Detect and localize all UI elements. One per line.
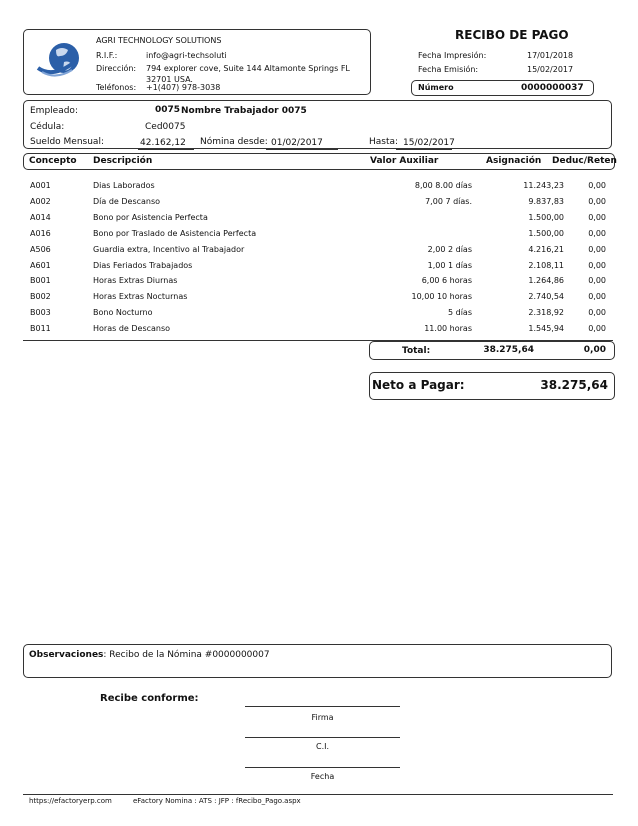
row-deduction: 0,00 <box>588 244 606 254</box>
observations-text: : Recibo de la Nómina #0000000007 <box>103 650 270 660</box>
employee-label: Empleado: <box>30 106 78 116</box>
to-value: 15/02/2017 <box>403 138 455 148</box>
table-row <box>30 228 610 240</box>
salary-label: Sueldo Mensual: <box>30 137 104 147</box>
header-deduction: Deduc/Reten <box>552 156 617 166</box>
row-deduction: 0,00 <box>588 196 606 206</box>
table-row <box>30 244 610 256</box>
globe-logo-icon <box>34 40 86 80</box>
row-assignment: 9.837,83 <box>528 196 564 206</box>
total-label: Total: <box>402 346 431 356</box>
row-description: Horas de Descanso <box>93 324 171 334</box>
row-aux-value: 2,00 2 días <box>427 244 472 254</box>
table-row <box>30 196 610 208</box>
row-deduction: 0,00 <box>588 181 606 190</box>
row-code: A014 <box>30 212 51 222</box>
issue-date-label: Fecha Emisión: <box>418 65 479 74</box>
row-code: A601 <box>30 260 51 270</box>
row-code: B011 <box>30 324 51 334</box>
table-row <box>30 275 610 287</box>
company-name: AGRI TECHNOLOGY SOLUTIONS <box>96 36 222 45</box>
observations <box>29 650 270 661</box>
address-line1: 794 explorer cove, Suite 144 Altamonte Springs FL <box>146 64 350 73</box>
row-deduction: 0,00 <box>588 228 606 238</box>
net-pay-label: Neto a Pagar: <box>372 378 465 392</box>
table-row <box>30 180 610 192</box>
to-underline <box>396 149 452 150</box>
row-assignment: 4.216,21 <box>528 244 564 254</box>
row-aux-value: 10,00 10 horas <box>411 292 472 302</box>
row-aux-value: 5 días <box>447 308 472 318</box>
header-aux: Valor Auxiliar <box>370 156 439 166</box>
row-description: Horas Extras Diurnas <box>93 276 178 286</box>
row-deduction: 0,00 <box>588 308 606 318</box>
issue-date-value: 15/02/2017 <box>527 65 574 74</box>
row-assignment: 11.243,23 <box>523 181 564 190</box>
row-assignment: 2.740,54 <box>528 292 564 302</box>
rif-value: info@agri-techsoluti <box>146 51 227 60</box>
row-deduction: 0,00 <box>588 324 606 334</box>
row-deduction: 0,00 <box>588 292 606 302</box>
rif-label: R.I.F.: <box>96 51 118 60</box>
company-logo <box>34 40 86 80</box>
header-concept: Concepto <box>29 156 77 166</box>
to-label: Hasta: <box>369 137 399 147</box>
row-assignment: 1.264,86 <box>528 276 564 286</box>
row-code: B002 <box>30 292 51 302</box>
row-code: A016 <box>30 228 51 238</box>
row-code: A001 <box>30 181 51 190</box>
receipt-number-label: Número <box>418 83 454 92</box>
row-description: Horas Extras Nocturnas <box>93 292 188 302</box>
total-deduction: 0,00 <box>583 345 606 355</box>
footer-url[interactable]: https://efactoryerp.com <box>29 797 112 805</box>
address-label: Dirección: <box>96 64 137 73</box>
row-assignment: 1.500,00 <box>528 212 564 222</box>
row-description: Guardia extra, Incentivo al Trabajador <box>93 244 245 254</box>
row-deduction: 0,00 <box>588 212 606 222</box>
row-aux-value: 11.00 horas <box>424 324 472 334</box>
salary-underline <box>138 149 194 150</box>
row-assignment: 2.318,92 <box>528 308 564 318</box>
footer-path: eFactory Nomina : ATS : JFP : fRecibo_Pago.aspx <box>133 797 301 805</box>
table-row <box>30 323 610 335</box>
row-description: Dias Feriados Trabajados <box>93 260 193 270</box>
footer-line <box>23 794 613 795</box>
row-code: A506 <box>30 244 51 254</box>
signature-label: Firma <box>311 713 334 722</box>
table-row <box>30 291 610 303</box>
row-code: B001 <box>30 276 51 286</box>
row-description: Dias Laborados <box>93 181 155 190</box>
employee-code: 0075 <box>155 105 181 115</box>
row-assignment: 1.545,94 <box>528 324 564 334</box>
phone-value: +1(407) 978-3038 <box>146 83 221 92</box>
row-code: A002 <box>30 196 51 206</box>
net-pay-value: 38.275,64 <box>540 378 608 392</box>
id-label: Cédula: <box>30 122 65 132</box>
row-assignment: 1.500,00 <box>528 228 564 238</box>
receipt-number-value: 0000000037 <box>521 83 584 93</box>
table-row <box>30 260 610 272</box>
address-line2: 32701 USA. <box>146 75 193 84</box>
salary-value: 42.162,12 <box>140 138 186 148</box>
from-label: Nómina desde: <box>200 137 268 147</box>
row-description: Día de Descanso <box>93 196 161 206</box>
receive-label: Recibe conforme: <box>100 693 199 704</box>
ci-line <box>245 737 400 738</box>
table-row <box>30 307 610 319</box>
header-assignment: Asignación <box>486 156 542 166</box>
row-assignment: 2.108,11 <box>528 260 564 270</box>
date-label: Fecha <box>310 772 335 781</box>
table-row <box>30 212 610 224</box>
row-description: Bono por Asistencia Perfecta <box>93 212 208 222</box>
row-deduction: 0,00 <box>588 276 606 286</box>
receipt-title: RECIBO DE PAGO <box>455 28 569 42</box>
phone-label: Teléfonos: <box>96 83 137 92</box>
from-value: 01/02/2017 <box>271 138 323 148</box>
row-code: B003 <box>30 308 51 318</box>
total-assignment: 38.275,64 <box>483 345 534 355</box>
id-value: Ced0075 <box>145 122 186 132</box>
row-aux-value: 1,00 1 días <box>427 260 472 270</box>
signature-line <box>245 706 400 707</box>
print-date-label: Fecha Impresión: <box>418 51 487 60</box>
row-aux-value: 8,00 8.00 días <box>414 181 472 190</box>
row-deduction: 0,00 <box>588 260 606 270</box>
date-line <box>245 767 400 768</box>
observations-label: Observaciones <box>29 650 104 660</box>
print-date-value: 17/01/2018 <box>527 51 574 60</box>
ci-label: C.I. <box>315 742 330 751</box>
row-description: Bono por Traslado de Asistencia Perfecta <box>93 228 257 238</box>
employee-name: Nombre Trabajador 0075 <box>181 106 307 116</box>
from-underline <box>266 149 338 150</box>
row-aux-value: 6,00 6 horas <box>421 276 472 286</box>
row-description: Bono Nocturno <box>93 308 153 318</box>
header-description: Descripción <box>93 156 153 166</box>
row-aux-value: 7,00 7 días. <box>425 196 472 206</box>
